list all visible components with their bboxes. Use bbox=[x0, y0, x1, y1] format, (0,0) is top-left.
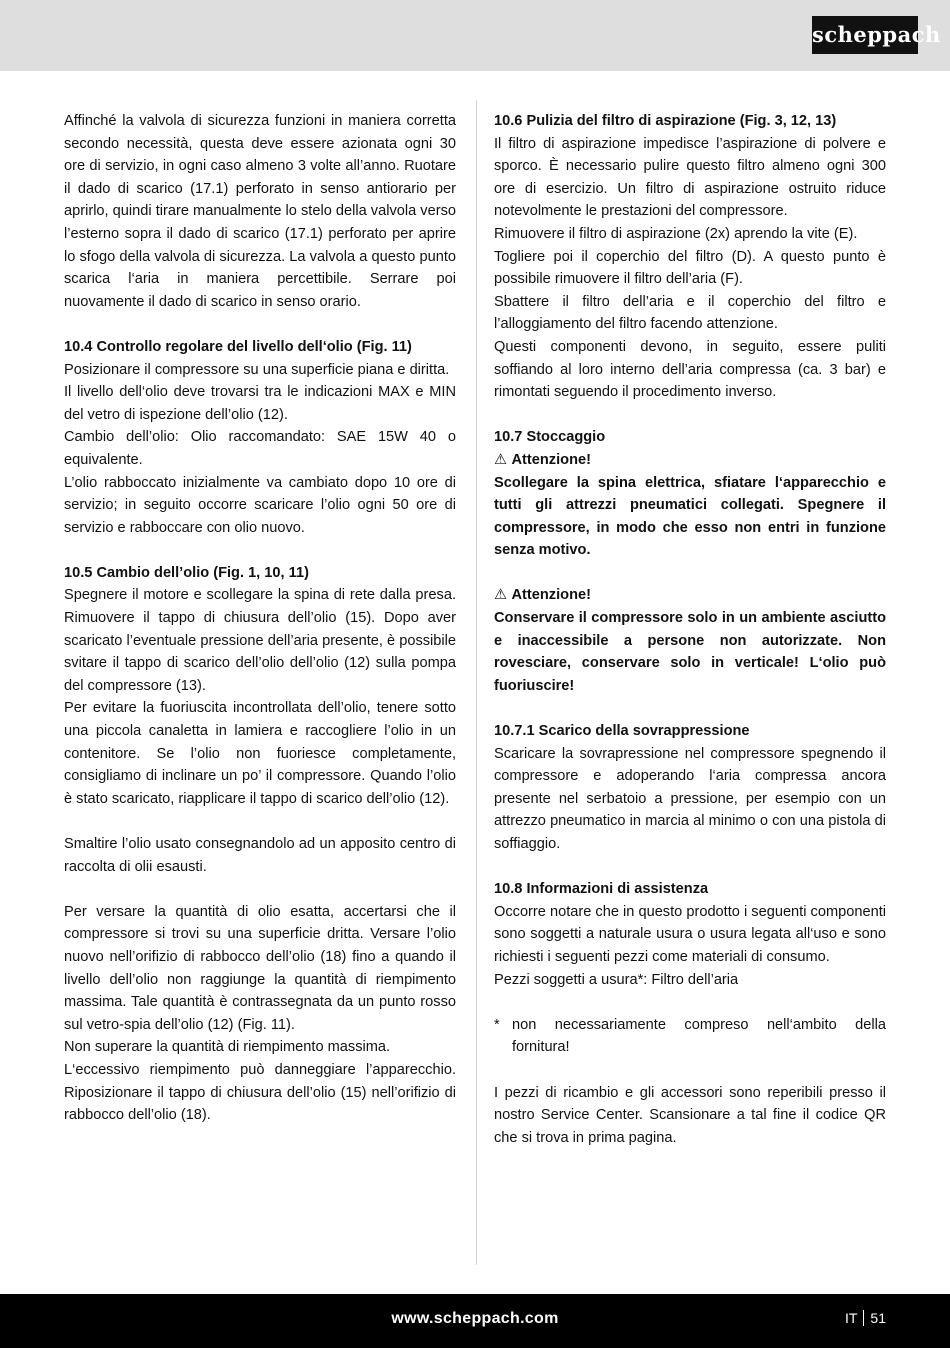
paragraph: Il livello dell‘olio deve trovarsi tra le indicazioni MAX e MIN del vetro di ispezione dell’olio (12). bbox=[64, 384, 456, 423]
column-divider bbox=[476, 100, 477, 1265]
paragraph: Smaltire l’olio usato consegnandolo ad un apposito centro di raccolta di olii esausti. bbox=[64, 836, 456, 875]
paragraph: Per versare la quantità di olio esatta, accertarsi che il compressore si trovi su una superficie dritta. Versare l’olio nuovo nell’orifizio di rabbocco dell’olio (18) fino a quando il livello dell’olio non raggiunge la quantità di riempimento massima. Tale quantità è contrassegnata da un punto rosso sul vetro-spia dell’olio (12) (Fig. 11). bbox=[64, 903, 456, 1033]
header-band bbox=[0, 0, 950, 71]
paragraph: Sbattere il filtro dell’aria e il coperchio del filtro e l’alloggiamento del filtro facendo attenzione. bbox=[494, 293, 886, 333]
warning-title: Attenzione! bbox=[511, 451, 591, 468]
section-heading-10-7-1: 10.7.1 Scarico della sovrappressione bbox=[494, 723, 750, 740]
brand-logo: scheppach bbox=[812, 16, 918, 54]
footer-website-link[interactable]: www.scheppach.com bbox=[391, 1310, 559, 1327]
paragraph: Spegnere il motore e scollegare la spina di rete dalla presa. Rimuovere il tappo di chiusura dell’olio (15). Dopo aver scaricato l’eventuale pressione dell’aria presente, è possibile svitare il tappo di scarico dell’olio dell’olio (12) sulla pompa del compressore (13). bbox=[64, 587, 456, 694]
paragraph: L‘eccessivo riempimento può danneggiare l’apparecchio. Riposizionare il tappo di chiusura dell’olio (15) nell’orifizio di rabbocco dell’olio (18). bbox=[64, 1061, 456, 1124]
paragraph: Rimuovere il filtro di aspirazione (2x) aprendo la vite (E). bbox=[494, 225, 858, 242]
section-heading-10-5: 10.5 Cambio dell’olio (Fig. 1, 10, 11) bbox=[64, 564, 309, 581]
warning-triangle-icon: ⚠ bbox=[494, 587, 508, 604]
warning-text: Conservare il compressore solo in un ambiente asciutto e inaccessibile a persone non autorizzate. Non rovesciare, conservare solo in verticale! L‘olio può fuoriuscire! bbox=[494, 610, 886, 694]
section-heading-10-4: 10.4 Controllo regolare del livello dell‘olio (Fig. 11) bbox=[64, 338, 412, 355]
paragraph: Non superare la quantità di riempimento massima. bbox=[64, 1039, 391, 1056]
warning-heading bbox=[494, 584, 886, 607]
paragraph: I pezzi di ricambio e gli accessori sono reperibili presso il nostro Service Center. Scansionare a tal fine il codice QR che si trova in prima pagina. bbox=[494, 1084, 886, 1146]
paragraph: Cambio dell’olio: Olio raccomandato: SAE 15W 40 o equivalente. bbox=[64, 429, 456, 468]
paragraph: Per evitare la fuoriuscita incontrollata dell’olio, tenere sotto una piccola canaletta in lamiera e raccogliere l’olio in un contenitore. Se l’olio non fuoriesce completamente, consigliamo di inclinare un po’ il compressore. Quando l’olio è stato scaricato, riapplicare il tappo di scarico dell’olio (12). bbox=[64, 700, 456, 807]
warning-heading bbox=[494, 449, 886, 472]
warning-triangle-icon: ⚠ bbox=[494, 451, 508, 468]
left-column bbox=[64, 110, 456, 1127]
paragraph: Posizionare il compressore su una superficie piana e diritta. bbox=[64, 361, 450, 378]
paragraph: Scaricare la sovrapressione nel compressore spegnendo il compressore e adoperando l‘aria compressa ancora presente nel serbatoio a pressione, per esempio con un attrezzo pneumatico in marcia al minimo o con una pistola di soffiaggio. bbox=[494, 745, 886, 852]
section-heading-10-6: 10.6 Pulizia del filtro di aspirazione (Fig. 3, 12, 13) bbox=[494, 113, 837, 129]
paragraph: Togliere poi il coperchio del filtro (D). A questo punto è possibile rimuovere il filtro dell’aria (F). bbox=[494, 248, 886, 288]
footnote-mark: * bbox=[494, 1016, 500, 1033]
warning-text: Scollegare la spina elettrica, sfiatare l‘apparecchio e tutti gli attrezzi pneumatici collegati. Spegnere il compressore, in modo che esso non entri in funzione senza motivo. bbox=[494, 474, 886, 559]
safety-valve-paragraph: Affinché la valvola di sicurezza funzioni in maniera corretta secondo necessità, questa deve essere azionata ogni 30 ore di servizio, in ogni caso almeno 3 volte all’anno. Ruotare il dado di scarico (17.1) perforato in senso antiorario per aprirlo, quindi tirare manualmente lo stelo della valvola verso l’esterno sopra il dado di scarico (17.1) perforato per aprire lo sfogo della valvola di sicurezza. La valvola a questo punto scarica l‘aria in maniera percettibile. Serrare poi nuovamente il dado di scarico in senso orario. bbox=[64, 113, 456, 310]
footnote-text: non necessariamente compreso nell‘ambito della fornitura! bbox=[512, 1016, 886, 1056]
footnote bbox=[494, 1014, 886, 1059]
section-heading-10-7: 10.7 Stoccaggio bbox=[494, 429, 606, 446]
separator bbox=[863, 1310, 864, 1326]
paragraph: Il filtro di aspirazione impedisce l’aspirazione di polvere e sporco. È necessario pulire questo filtro almeno ogni 300 ore di esercizio. Un filtro di aspirazione ostruito riduce notevolmente le prestazioni del compressore. bbox=[494, 135, 886, 220]
section-heading-10-8: 10.8 Informazioni di assistenza bbox=[494, 881, 709, 898]
warning-title: Attenzione! bbox=[511, 587, 591, 604]
paragraph: Pezzi soggetti a usura*: Filtro dell’aria bbox=[494, 971, 739, 988]
right-column bbox=[494, 110, 886, 1149]
language-code: IT bbox=[844, 1310, 858, 1326]
paragraph: Questi componenti devono, in seguito, essere puliti soffiando al loro interno dell’aria compressa (ca. 3 bar) e rimontati seguendo il procedimento inverso. bbox=[494, 338, 886, 401]
page-indicator bbox=[845, 1310, 886, 1326]
paragraph: Occorre notare che in questo prodotto i seguenti componenti sono soggetti a naturale usura o usura legata all‘uso e sono richiesti i seguenti pezzi come materiali di consumo. bbox=[494, 903, 886, 965]
page-number: 51 bbox=[870, 1310, 886, 1326]
paragraph: L’olio rabboccato inizialmente va cambiato dopo 10 ore di servizio; in seguito occorre scaricare l’olio ogni 50 ore di servizio e rabboccare con olio nuovo. bbox=[64, 474, 456, 536]
